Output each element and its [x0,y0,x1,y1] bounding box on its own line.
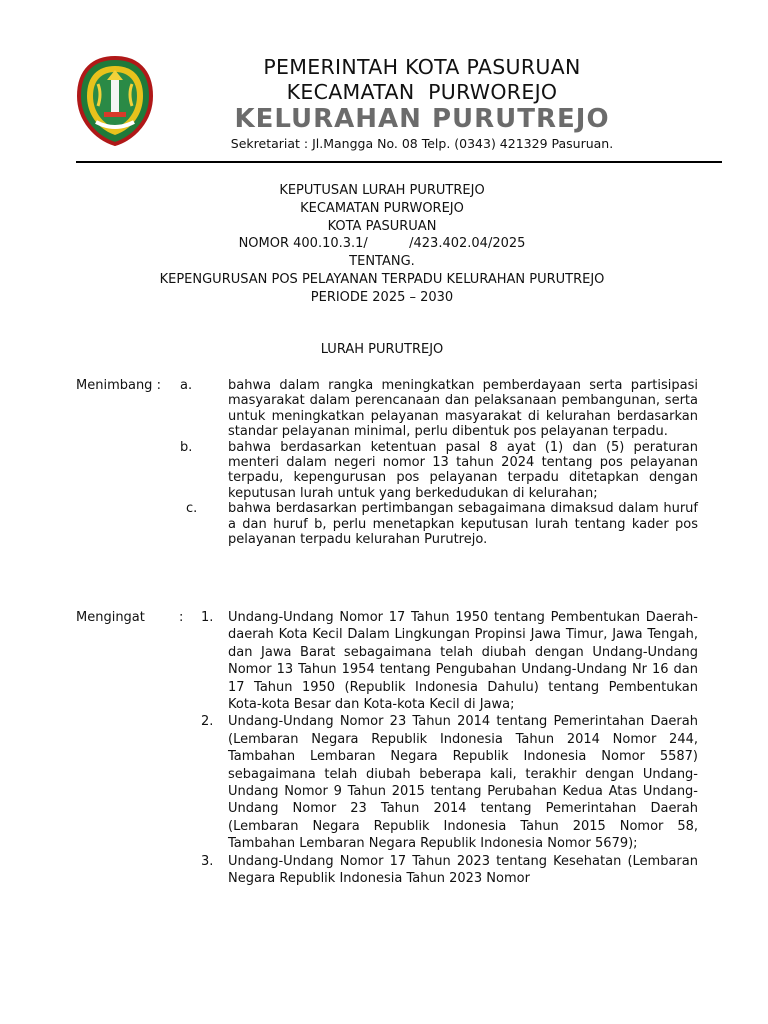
letterhead-district: KECAMATAN PURWOREJO [286,80,558,104]
title-line: KECAMATAN PURWOREJO [300,200,464,216]
item-text: Undang-Undang Nomor 17 Tahun 2023 tentang Kesehatan (Lembaran Negara Republik Indonesia Tahun 2023 Nomor [228,853,698,887]
letterhead-government: PEMERINTAH KOTA PASURUAN [263,55,581,79]
letterhead-divider [76,161,722,163]
item-marker: 3. [201,853,214,869]
title-line: KOTA PASURUAN [327,218,437,234]
decree-number: NOMOR 400.10.3.1/ /423.402.04/2025 [238,236,526,252]
list-item [76,853,698,888]
list-item [76,713,698,852]
item-text: Undang-Undang Nomor 23 Tahun 2014 tentang Pemerintahan Daerah (Lembaran Negara Republik Indonesia Tahun 2014 Nomor 244, Tambahan Lembaran Negara Republik Indonesia Nomor 5587) sebagaimana telah diubah beberapa kali, terakhir dengan Undang-Undang Nomor 9 Tahun 2015 tentang Perubahan Kedua Atas Undang-Undang Nomor 23 Tahun 2014 tentang Pemerintahan Daerah (Lembaran Negara Republik Indonesia Tahun 2015 Nomor 58, Tambahan Lembaran Negara Republik Indonesia Nomor 5679); [228,714,698,852]
list-item [76,501,698,547]
list-item [76,609,698,713]
item-marker: a. [180,378,193,393]
section-label: Mengingat [76,610,145,625]
section-colon: : [179,610,184,625]
item-text: Undang-Undang Nomor 17 Tahun 1950 tentang Pembentukan Daerah-daerah Kota Kecil Dalam Lingkungan Propinsi Jawa Timur, Jawa Tengah, dan Jawa Barat sebagaimana telah diubah dengan Undang-Undang Nomor 13 Tahun 1954 tentang Pengubahan Undang-Undang Nr 16 dan 17 Tahun 1950 (Republik Indonesia Dahulu) tentang Pembentukan Kota-kota Besar dan Kota-kota Kecil di Jawa; [228,610,698,713]
decree-subject: KEPENGURUSAN POS PELAYANAN TERPADU KELURAHAN PURUTREJO [159,271,605,287]
list-item [76,440,698,502]
title-line: TENTANG. [349,254,415,270]
item-marker: b. [180,439,193,455]
list-item [76,378,698,440]
section-mengingat [76,609,698,888]
emblem-icon [76,56,154,146]
item-text: bahwa berdasarkan pertimbangan sebagaimana dimaksud dalam huruf a dan huruf b, perlu menetapkan keputusan lurah tentang kader pos pelayanan terpadu kelurahan Purutrejo. [228,501,698,548]
decree-period: PERIODE 2025 – 2030 [310,289,454,305]
letterhead-address: Sekretariat : Jl.Mangga No. 08 Telp. (0343) 421329 Pasuruan. [230,136,614,151]
signatory-title: LURAH PURUTREJO [320,342,444,357]
item-marker: 1. [201,610,214,625]
pasuruan-city-emblem [76,56,154,146]
decree-title [76,182,688,307]
item-text: bahwa berdasarkan ketentuan pasal 8 ayat (1) dan (5) peraturan menteri dalam negeri nomor 13 tahun 2024 tentang pos pelayanan terpadu, kepengurusan pos pelayanan terpadu ditetapkan dengan keputusan lurah untuk yang berkedudukan di kelurahan; [228,439,698,501]
section-menimbang [76,378,698,547]
title-line: KEPUTUSAN LURAH PURUTREJO [279,183,485,198]
item-marker: 2. [201,714,214,730]
item-text: bahwa dalam rangka meningkatkan pemberdayaan serta partisipasi masyarakat dalam perencanaan dan pelaksanaan pembangunan, serta untuk meningkatkan pelayanan masyarakat di kelurahan berdasarkan standar pelayanan minimal, perlu dibentuk pos pelayanan terpadu. [228,378,698,440]
letterhead-village: KELURAHAN PURUTREJO [234,104,610,134]
item-marker: c. [186,501,198,517]
section-label: Menimbang : [76,378,161,393]
